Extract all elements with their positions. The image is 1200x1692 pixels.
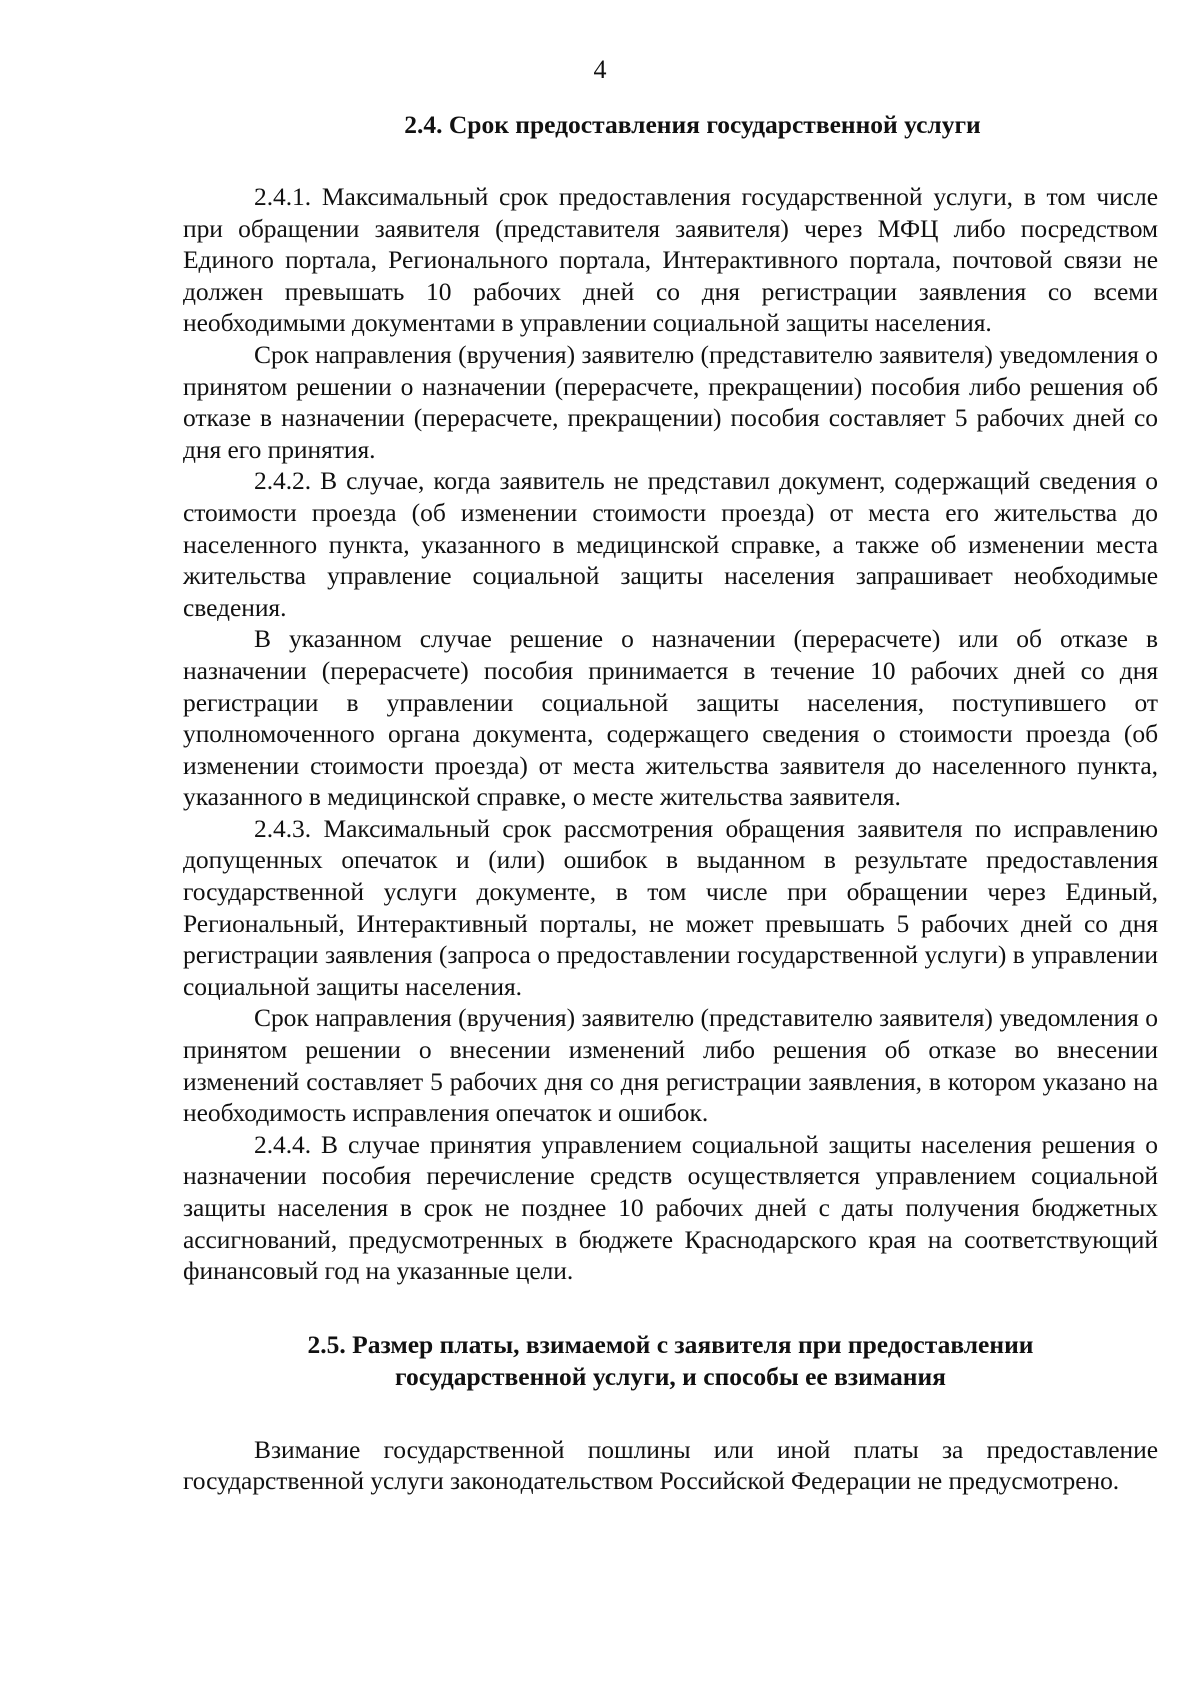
paragraph-2-4-3: 2.4.3. Максимальный срок рассмотрения обращения заявителя по исправлению допущенных опечаток и (или) ошибок в выданном в результате предоставления государственной услуги документе, в том числе при обращении через Единый, Региональный, Интерактивный порталы, не может превышать 5 рабочих дней со дня регистрации заявления (запроса о предоставлении государственной услуги) в управлении социальной защиты населения. [183,813,1158,1001]
paragraph-notification-term: Срок направления (вручения) заявителю (представителю заявителя) уведомления о принятом решении о назначении (перерасчете, прекращении) пособия либо решения об отказе в назначении (перерасчете, прекращении) пособия составляет 5 рабочих дней со дня его принятия. [183,339,1158,464]
paragraph-2-4-1: 2.4.1. Максимальный срок предоставления государственной услуги, в том числе при обращении заявителя (представителя заявителя) через МФЦ либо посредством Единого портала, Регионального портала, Интерактивного портала, почтовой связи не должен превышать 10 рабочих дней со дня регистрации заявления со всеми необходимыми документами в управлении социальной защиты населения. [183,182,1158,338]
section-2-4 [183,108,1158,1287]
section-title: 2.5. Размер платы, взимаемой с заявителя при предоставлении государственной услуги, и способы ее взимания [307,1329,1034,1391]
page-number: 4 [593,55,607,84]
document-body [183,108,1158,1497]
section-2-5 [183,1329,1158,1497]
paragraph-2-4-4: 2.4.4. В случае принятия управлением социальной защиты населения решения о назначении пособия перечисление средств осуществляется управлением социальной защиты населения в срок не позднее 10 рабочих дней с даты получения бюджетных ассигнований, предусмотренных в бюджете Краснодарского края на соответствующий финансовый год на указанные цели. [183,1129,1158,1286]
paragraph-fee: Взимание государственной пошлины или иной платы за предоставление государственной услуги законодательством Российской Федерации не предусмотрено. [183,1434,1158,1496]
paragraph-decision-term: В указанном случае решение о назначении (перерасчете) или об отказе в назначении (перерасчете) пособия принимается в течение 10 рабочих дней со дня регистрации в управлении социальной защиты населения, поступившего от уполномоченного органа документа, содержащего сведения о стоимости проезда (об изменении стоимости проезда) от места жительства заявителя до населенного пункта, указанного в медицинской справке, о месте жительства заявителя. [183,624,1158,812]
section-title: 2.4. Срок предоставления государственной услуги [404,110,981,139]
paragraph-correction-notification: Срок направления (вручения) заявителю (представителю заявителя) уведомления о принятом решении о внесении изменений либо решения об отказе во внесении изменений составляет 5 рабочих дня со дня регистрации заявления, в котором указано на необходимость исправления опечаток и ошибок. [183,1003,1158,1128]
paragraph-2-4-2: 2.4.2. В случае, когда заявитель не представил документ, содержащий сведения о стоимости проезда (об изменении стоимости проезда) от места его жительства до населенного пункта, указанного в медицинской справке, а также об изменении места жительства управление социальной защиты населения запрашивает необходимые сведения. [183,466,1158,622]
